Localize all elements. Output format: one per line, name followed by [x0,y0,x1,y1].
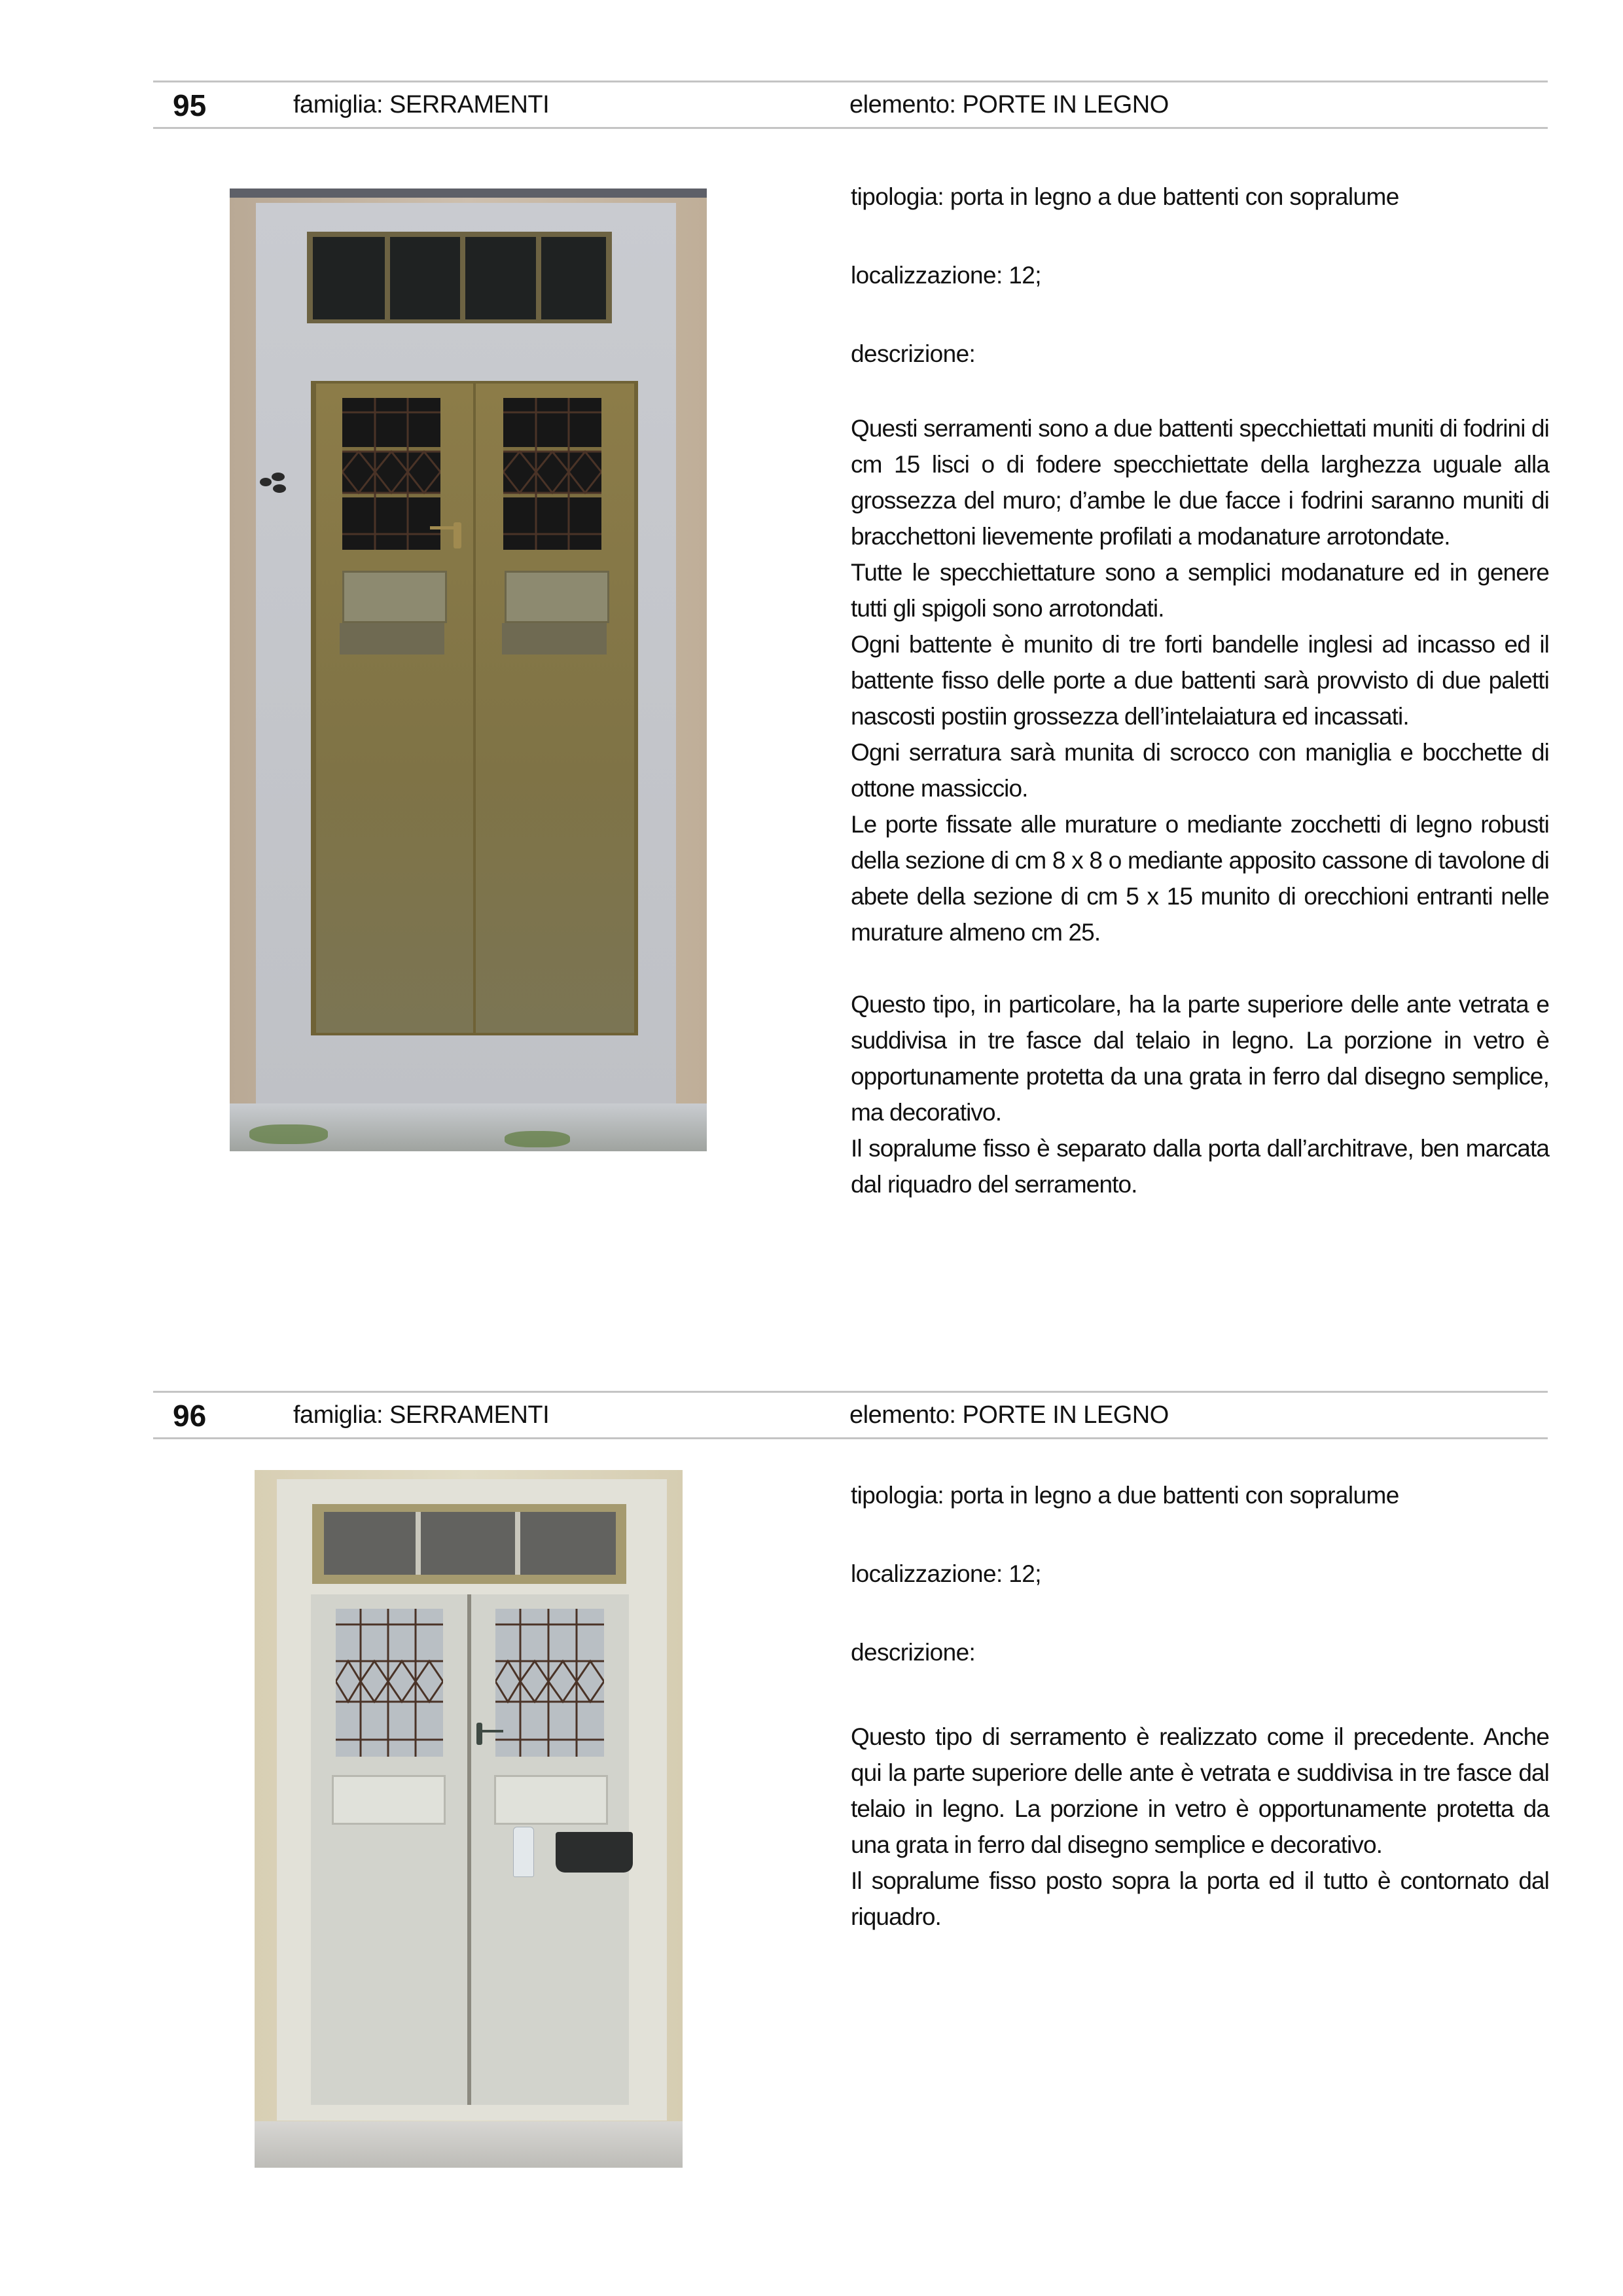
typology-field: tipologia: porta in legno a due battenti con sopralume [851,1482,1399,1509]
header-rule-bottom [153,127,1548,129]
paragraph: Questo tipo di serramento è realizzato come il precedente. Anche qui la parte superiore delle ante è vetrata e suddivisa in tre fasce dal telaio in legno. La porzione in vetro è opportunamente protetta da una grata in ferro dal disegno semplice e decorativo. [851,1723,1549,1858]
header-rule-bottom [153,1437,1548,1439]
paragraph: Il sopralume fisso è separato dalla porta dall’architrave, ben marcata dal riquadro del serramento. [851,1135,1549,1198]
paragraph: Tutte le specchiettature sono a semplici modanature ed in genere tutti gli spigoli sono arrotondati. [851,559,1549,622]
water-bottle [513,1827,534,1877]
location-field: localizzazione: 12; [851,262,1041,289]
paragraph: Ogni serratura sarà munita di scrocco con maniglia e bocchette di ottone massiccio. [851,739,1549,802]
header-rule-top [153,1391,1548,1393]
paragraph: Ogni battente è munito di tre forti bandelle inglesi ad incasso ed il battente fisso delle porte a due battenti sarà provvisto di due paletti nascosti postiin grossezza dell’intelaiatura ed incassati. [851,631,1549,730]
iron-grille-left [336,1609,443,1757]
family-label: famiglia: SERRAMENTI [293,91,550,118]
entry-number: 96 [173,1399,207,1433]
paragraph: Questi serramenti sono a due battenti specchiettati muniti di fodrini di cm 15 lisci o di fodere specchiettate della larghezza uguale alla grossezza del muro; d’ambe le due facce i fodrini saranno muniti di bracchettoni lievemente profilati a modanature arrotondate. [851,415,1549,550]
door-photo [255,1470,683,2168]
paragraph: Le porte fissate alle murature o mediante zocchetti di legno robusti della sezione di cm 8 x 8 o mediante apposito cassone di tavolone di abete della sezione di cm 5 x 15 munito di orecchioni entranti nelle murature almeno cm 25. [851,811,1549,946]
description-label: descrizione: [851,1639,976,1666]
typology-field: tipologia: porta in legno a due battenti con sopralume [851,183,1399,210]
iron-grille-right [503,398,601,550]
door-handle-icon [476,1723,482,1745]
bucket [556,1832,633,1873]
description-label: descrizione: [851,340,976,367]
location-field: localizzazione: 12; [851,1560,1041,1587]
iron-grille-left [342,398,440,550]
paragraph: Il sopralume fisso posto sopra la porta ed il tutto è contornato dal riquadro. [851,1867,1549,1930]
description-text [851,410,1549,1202]
description-text [851,1719,1549,1935]
element-label: elemento: PORTE IN LEGNO [849,1401,1169,1429]
door-photo [230,188,707,1151]
iron-grille-right [495,1609,604,1757]
header-rule-top [153,81,1548,82]
paragraph: Questo tipo, in particolare, ha la parte superiore delle ante vetrata e suddivisa in tre fasce dal telaio in legno. La porzione in vetro è opportunamente protetta da una grata in ferro dal disegno semplice, ma decorativo. [851,991,1549,1126]
element-label: elemento: PORTE IN LEGNO [849,91,1169,118]
family-label: famiglia: SERRAMENTI [293,1401,550,1429]
entry-number: 95 [173,88,207,122]
